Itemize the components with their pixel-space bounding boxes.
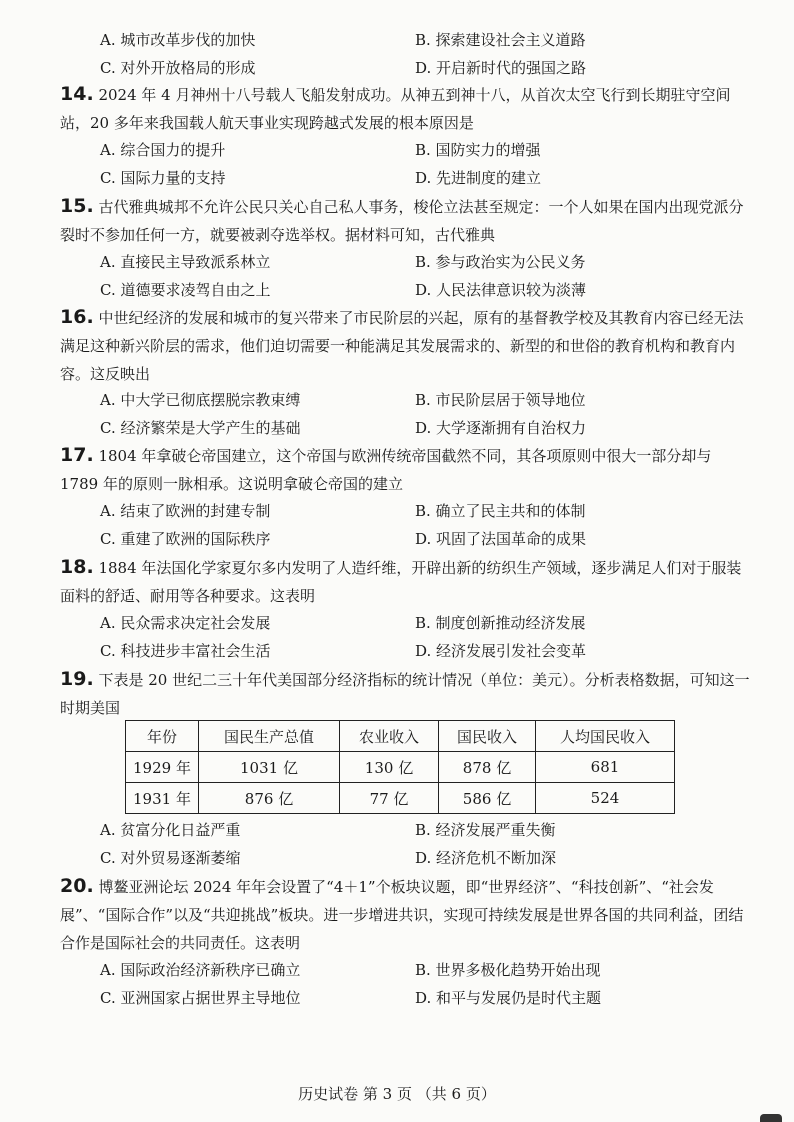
q13-option-c[interactable]: C. 对外开放格局的形成 xyxy=(100,59,256,77)
q13-option-d[interactable]: D. 开启新时代的强国之路 xyxy=(415,59,587,77)
economic-indicators-table xyxy=(125,720,675,814)
table-cell: 681 xyxy=(536,752,675,783)
table-cell: 586 亿 xyxy=(439,783,536,814)
q15-option-b[interactable]: B. 参与政治实为公民义务 xyxy=(415,253,586,271)
q19-options xyxy=(100,816,740,872)
q17-option-a[interactable]: A. 结束了欧洲的封建专制 xyxy=(100,502,271,520)
q20-options xyxy=(100,956,740,1012)
table-cell: 878 亿 xyxy=(439,752,536,783)
question-15 xyxy=(60,192,750,249)
question-17 xyxy=(60,441,750,498)
q13-option-b[interactable]: B. 探索建设社会主义道路 xyxy=(415,31,586,49)
question-stem: 博鳌亚洲论坛 2024 年年会设置了“4＋1”个板块议题，即“世界经济”、“科技创新”、“社会发展”、“国际合作”以及“共迎挑战”板块。进一步增进共识，实现可持续发展是世界各国的共同利益，团结合作是国际社会的共同责任。这表明 xyxy=(60,878,744,952)
question-16 xyxy=(60,303,750,388)
q16-option-a[interactable]: A. 中大学已彻底摆脱宗教束缚 xyxy=(100,391,301,409)
q16-option-d[interactable]: D. 大学逐渐拥有自治权力 xyxy=(415,419,587,437)
table-cell: 130 亿 xyxy=(340,752,439,783)
q20-option-d[interactable]: D. 和平与发展仍是时代主题 xyxy=(415,989,602,1007)
q17-option-b[interactable]: B. 确立了民主共和的体制 xyxy=(415,502,586,520)
question-18 xyxy=(60,553,750,610)
table-cell: 524 xyxy=(536,783,675,814)
table-header-row xyxy=(126,721,675,752)
table-header-cell: 年份 xyxy=(126,721,199,752)
q15-options xyxy=(100,248,740,304)
q13-option-a[interactable]: A. 城市改革步伐的加快 xyxy=(100,31,256,49)
corner-scan-mark xyxy=(760,1114,782,1122)
table-row xyxy=(126,783,675,814)
table-cell: 876 亿 xyxy=(199,783,340,814)
q15-option-a[interactable]: A. 直接民主导致派系林立 xyxy=(100,253,271,271)
q20-option-b[interactable]: B. 世界多极化趋势开始出现 xyxy=(415,961,601,979)
question-number: 14. xyxy=(60,83,94,105)
table-cell: 1929 年 xyxy=(126,752,199,783)
q19-option-b[interactable]: B. 经济发展严重失衡 xyxy=(415,821,556,839)
q18-option-a[interactable]: A. 民众需求决定社会发展 xyxy=(100,614,271,632)
question-20 xyxy=(60,872,750,957)
page-footer: 历史试卷 第 3 页 （共 6 页） xyxy=(298,1085,496,1103)
table-row xyxy=(126,752,675,783)
question-number: 17. xyxy=(60,444,94,466)
question-number: 15. xyxy=(60,195,94,217)
q14-option-b[interactable]: B. 国防实力的增强 xyxy=(415,141,541,159)
question-stem: 下表是 20 世纪二三十年代美国部分经济指标的统计情况（单位：美元）。分析表格数据，可知这一时期美国 xyxy=(60,671,750,717)
q15-option-c[interactable]: C. 道德要求凌驾自由之上 xyxy=(100,281,271,299)
table-cell: 77 亿 xyxy=(340,783,439,814)
question-number: 20. xyxy=(60,875,94,897)
table-cell: 1031 亿 xyxy=(199,752,340,783)
table-header-cell: 人均国民收入 xyxy=(536,721,675,752)
q18-options xyxy=(100,609,740,665)
q16-options xyxy=(100,386,740,442)
table-header-cell: 国民收入 xyxy=(439,721,536,752)
q19-option-c[interactable]: C. 对外贸易逐渐萎缩 xyxy=(100,849,241,867)
question-19 xyxy=(60,665,750,722)
q20-option-c[interactable]: C. 亚洲国家占据世界主导地位 xyxy=(100,989,301,1007)
question-number: 19. xyxy=(60,668,94,690)
q18-option-d[interactable]: D. 经济发展引发社会变革 xyxy=(415,642,587,660)
question-stem: 2024 年 4 月神州十八号载人飞船发射成功。从神五到神十八，从首次太空飞行到长期驻守空间站，20 多年来我国载人航天事业实现跨越式发展的根本原因是 xyxy=(60,86,731,132)
q18-option-b[interactable]: B. 制度创新推动经济发展 xyxy=(415,614,586,632)
table-header-cell: 农业收入 xyxy=(340,721,439,752)
question-stem: 古代雅典城邦不允许公民只关心自己私人事务，梭伦立法甚至规定：一个人如果在国内出现党派分裂时不参加任何一方，就要被剥夺选举权。据材料可知，古代雅典 xyxy=(60,198,744,244)
question-stem: 1804 年拿破仑帝国建立，这个帝国与欧洲传统帝国截然不同，其各项原则中很大一部分却与 1789 年的原则一脉相承。这说明拿破仑帝国的建立 xyxy=(60,447,712,493)
question-stem: 中世纪经济的发展和城市的复兴带来了市民阶层的兴起，原有的基督教学校及其教育内容已经无法满足这种新兴阶层的需求，他们迫切需要一种能满足其发展需求的、新型的和世俗的教育机构和教育内容。这反映出 xyxy=(60,309,744,383)
q17-option-d[interactable]: D. 巩固了法国革命的成果 xyxy=(415,530,587,548)
q18-option-c[interactable]: C. 科技进步丰富社会生活 xyxy=(100,642,271,660)
question-number: 16. xyxy=(60,306,94,328)
q17-options xyxy=(100,497,740,553)
q17-option-c[interactable]: C. 重建了欧洲的国际秩序 xyxy=(100,530,271,548)
table-header-cell: 国民生产总值 xyxy=(199,721,340,752)
q13-options xyxy=(100,26,740,82)
q14-option-c[interactable]: C. 国际力量的支持 xyxy=(100,169,226,187)
q15-option-d[interactable]: D. 人民法律意识较为淡薄 xyxy=(415,281,587,299)
q19-option-d[interactable]: D. 经济危机不断加深 xyxy=(415,849,557,867)
q14-option-a[interactable]: A. 综合国力的提升 xyxy=(100,141,226,159)
table-cell: 1931 年 xyxy=(126,783,199,814)
q20-option-a[interactable]: A. 国际政治经济新秩序已确立 xyxy=(100,961,301,979)
q14-option-d[interactable]: D. 先进制度的建立 xyxy=(415,169,542,187)
question-14 xyxy=(60,80,750,137)
question-number: 18. xyxy=(60,556,94,578)
q16-option-b[interactable]: B. 市民阶层居于领导地位 xyxy=(415,391,586,409)
q19-option-a[interactable]: A. 贫富分化日益严重 xyxy=(100,821,241,839)
question-stem: 1884 年法国化学家夏尔多内发明了人造纤维，开辟出新的纺织生产领域，逐步满足人们对于服装面料的舒适、耐用等各种要求。这表明 xyxy=(60,559,742,605)
q14-options xyxy=(100,136,740,192)
q16-option-c[interactable]: C. 经济繁荣是大学产生的基础 xyxy=(100,419,301,437)
